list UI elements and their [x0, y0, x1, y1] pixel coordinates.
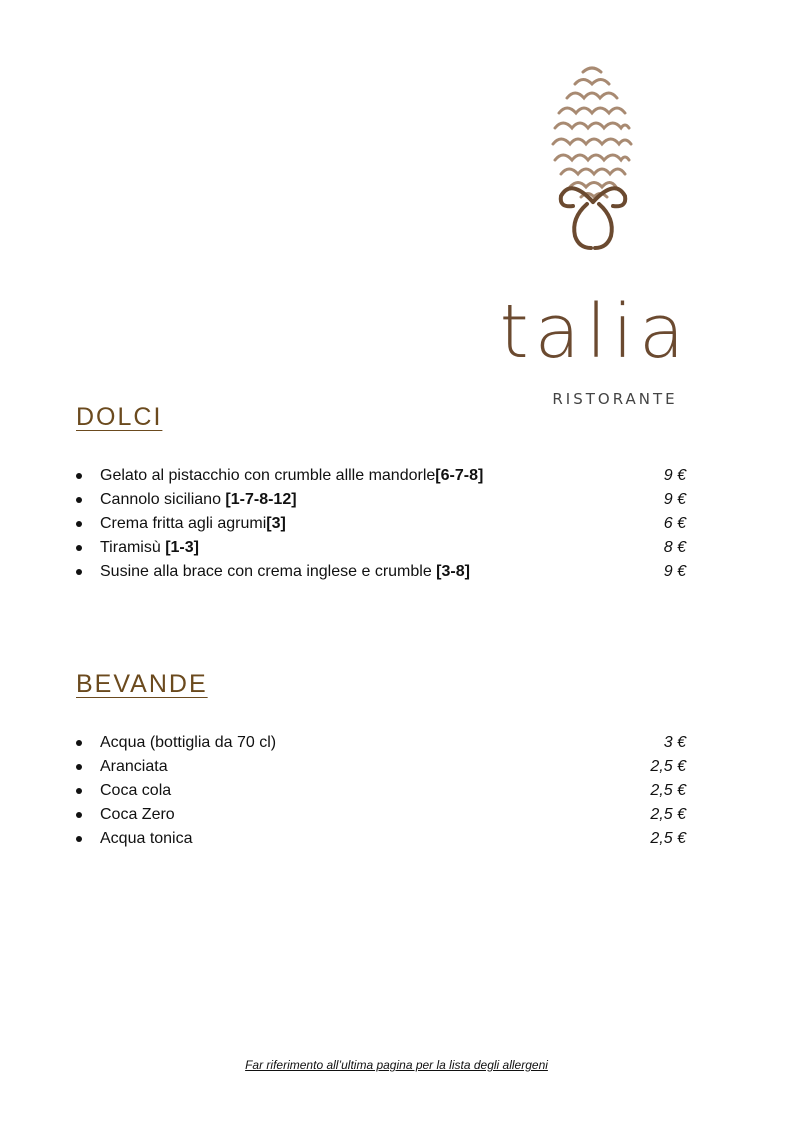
restaurant-logo [475, 60, 715, 408]
item-allergens: [1-7-8-12] [225, 491, 297, 508]
bevande-list [76, 731, 696, 851]
bullet-icon [76, 545, 82, 551]
pinecone-logo-icon [475, 60, 715, 300]
item-price: 8 € [663, 539, 686, 556]
list-item [76, 731, 696, 755]
bullet-icon [76, 836, 82, 842]
item-name: Acqua (bottiglia da 70 cl) [100, 734, 277, 751]
section-title-dolci: DOLCI [76, 403, 163, 431]
list-item [76, 755, 696, 779]
list-item [76, 536, 696, 560]
bullet-icon [76, 521, 82, 527]
bullet-icon [76, 764, 82, 770]
item-price: 6 € [663, 515, 686, 532]
brand-name: talia [499, 289, 691, 375]
item-price: 3 € [663, 734, 686, 751]
item-name: Tiramisù [1-3] [100, 539, 199, 556]
list-item [76, 488, 696, 512]
item-allergens: [3-8] [436, 563, 470, 580]
item-price: 9 € [663, 563, 686, 580]
item-price: 2,5 € [650, 830, 686, 847]
section-title-bevande: BEVANDE [76, 670, 208, 698]
item-allergens: [3] [266, 515, 286, 532]
item-name: Susine alla brace con crema inglese e crumble [3-8] [100, 563, 470, 580]
item-name: Coca cola [100, 782, 172, 799]
item-price: 2,5 € [650, 782, 686, 799]
item-name: Acqua tonica [100, 830, 193, 847]
dolci-list [76, 464, 696, 584]
item-allergens: [6-7-8] [435, 467, 484, 484]
item-name: Gelato al pistacchio con crumble allle mandorle[6-7-8] [100, 467, 484, 484]
bullet-icon [76, 812, 82, 818]
list-item [76, 512, 696, 536]
bullet-icon [76, 473, 82, 479]
bullet-icon [76, 788, 82, 794]
item-price: 9 € [663, 491, 686, 508]
list-item [76, 827, 696, 851]
item-name: Cannolo siciliano [1-7-8-12] [100, 491, 297, 508]
list-item [76, 779, 696, 803]
item-allergens: [1-3] [165, 539, 199, 556]
item-price: 2,5 € [650, 806, 686, 823]
list-item [76, 464, 696, 488]
list-item [76, 803, 696, 827]
item-price: 9 € [663, 467, 686, 484]
list-item [76, 560, 696, 584]
bullet-icon [76, 740, 82, 746]
item-price: 2,5 € [650, 758, 686, 775]
allergen-footer-note: Far riferimento all’ultima pagina per la lista degli allergeni [245, 1058, 548, 1072]
item-name: Crema fritta agli agrumi[3] [100, 515, 286, 532]
item-name: Aranciata [100, 758, 168, 775]
item-name: Coca Zero [100, 806, 175, 823]
bullet-icon [76, 497, 82, 503]
bullet-icon [76, 569, 82, 575]
brand-subtitle: RISTORANTE [552, 390, 678, 408]
